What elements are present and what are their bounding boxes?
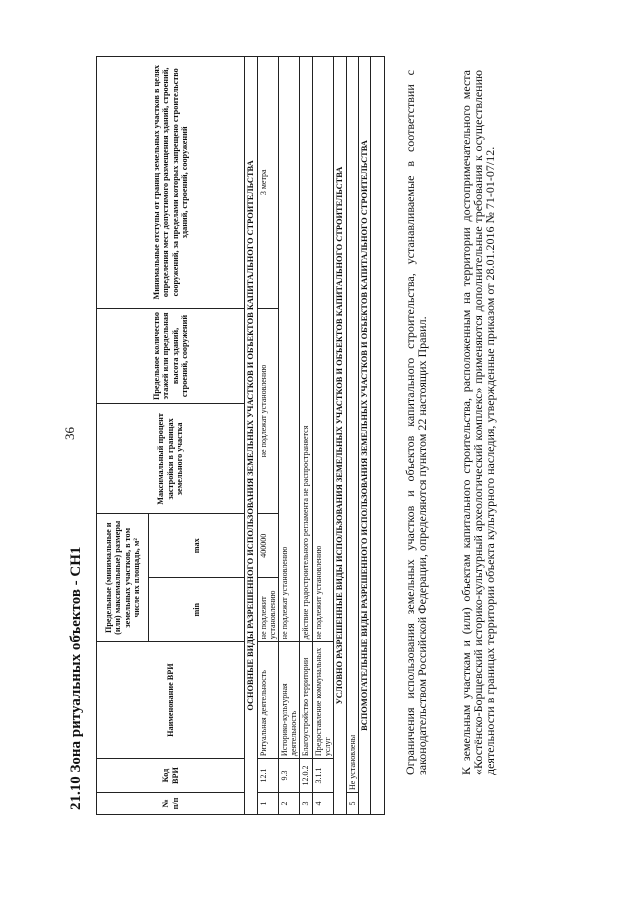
row-name: Ритуальная деятельность [257,642,278,759]
row-code: 12.0.2 [300,759,312,793]
row-merged: не подлежат установлению [279,57,300,642]
row-merged: действие градостроительного регламента не распространяется [300,57,312,642]
empty-row [371,57,385,815]
section-conditional: УСЛОВНО РАЗРЕШЕННЫЕ ВИДЫ ИСПОЛЬЗОВАНИЯ ЗЕМЕЛЬНЫХ УЧАСТКОВ И ОБЪЕКТОВ КАПИТАЛЬНОГО СТРОИТЕЛЬСТВА [333,57,346,815]
section-main: ОСНОВНЫЕ ВИДЫ РАЗРЕШЕННОГО ИСПОЛЬЗОВАНИЯ ЗЕМЕЛЬНЫХ УЧАСТКОВ И ОБЪЕКТОВ КАПИТАЛЬНОГО СТРОИТЕЛЬСТВА [245,57,258,815]
row-code: 3.1.1 [312,759,333,793]
row-code: 12.1 [257,759,278,793]
row-num: 2 [279,793,300,815]
header-name: Наименование ВРИ [97,642,245,759]
row-name: Историко-культурная деятельность [279,642,300,759]
section-auxiliary: ВСПОМОГАТЕЛЬНЫЕ ВИДЫ РАЗРЕШЕННОГО ИСПОЛЬЗОВАНИЯ ЗЕМЕЛЬНЫХ УЧАСТКОВ И ОБЪЕКТОВ КАПИТАЛЬНОГО СТРОИТЕЛЬСТВА [358,57,371,815]
header-coverage: Максимальный процент застройки в границах земельного участка [97,404,245,514]
table-row [300,57,312,815]
row-name: Предоставление коммунальных услуг [312,642,333,759]
row-min: не подлежит установлению [257,578,278,642]
header-code: Код ВРИ [97,759,245,793]
header-num: № п/п [97,793,245,815]
row-num: 3 [300,793,312,815]
header-floors: Предельное количество этажей или предельная высота зданий, строений, сооружений [97,308,245,404]
section-main-row [245,57,258,815]
table-row [312,57,333,815]
row-num: 4 [312,793,333,815]
row-max: 400000 [257,514,278,578]
row-num: 1 [257,793,278,815]
header-size: Предельные (минимальные и (или) максимальные) размеры земельных участков, в том числе их площадь, м² [97,514,149,642]
section-conditional-row [333,57,346,815]
row-setback: 3 метра [257,57,278,309]
header-max: max [149,514,245,578]
row-num: 5 [346,793,358,815]
header-setback: Минимальные отступы от границ земельных участков в целях определения мест допустимого размещения зданий, строений, сооружений, за пределами которых запрещено строительство зданий, строений, сооружений [97,57,245,309]
row-merged: не подлежит установлению [312,57,333,642]
row-code: 9.3 [279,759,300,793]
page-title: 21.10 Зона ритуальных объектов - СН1 [68,546,84,810]
zoning-table [96,56,385,815]
row-text: Не установлены [346,57,358,793]
header-min: min [149,578,245,642]
page-number: 36 [62,427,77,440]
table-row [279,57,300,815]
row-coverage: не подлежат установлению [257,308,278,514]
section-auxiliary-row [358,57,371,815]
table-row [257,57,278,815]
paragraph-restrictions: Ограничения использования земельных участков и объектов капитального строительства, устанавливаемые в соответствии с законодательством Российской Федерации, определяются пунктом 22 настоящих Правил. [403,70,429,775]
empty-cell [371,57,385,815]
paragraph-heritage: К земельным участкам и (или) объектам капитального строительства, расположенным на территории достопримечательного места «Костёнско-Борщевский историко-культурный археологический комплекс» применяются дополнительные требования к осуществлению деятельности в границах территории объекта культурного наследия, утвержденные приказом от 28.01.2016 № 71-01-07/12. [459,70,497,775]
row-name: Благоустройство территории [300,642,312,759]
table-row [346,57,358,815]
